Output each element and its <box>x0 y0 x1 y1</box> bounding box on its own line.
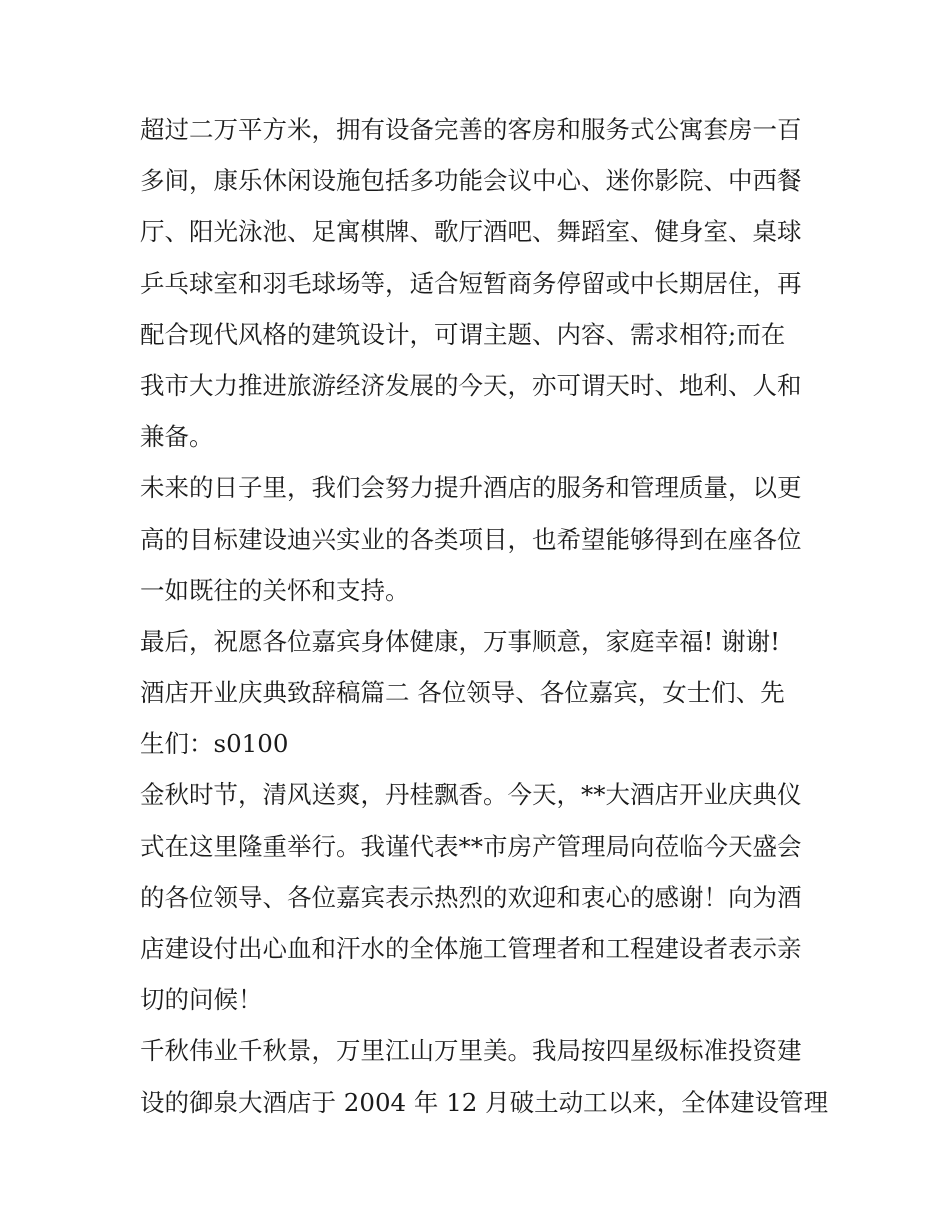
text-line: 店建设付出心血和汗水的全体施工管理者和工程建设者表示亲 <box>140 934 802 963</box>
text-line: 厅、阳光泳池、足寓棋牌、歌厅酒吧、舞蹈室、健身室、桌球 <box>140 217 802 247</box>
text-line: 金秋时节，清风送爽，丹桂飘香。今天，**大酒店开业庆典仪 <box>140 780 802 810</box>
section-heading-line: 酒店开业庆典致辞稿篇二 各位领导、各位嘉宾，女士们、先 <box>140 678 785 708</box>
body-text <box>140 104 830 1128</box>
text-line: 未来的日子里，我们会努力提升酒店的服务和管理质量，以更 <box>140 473 802 503</box>
text-line: 高的目标建设迪兴实业的各类项目，也希望能够得到在座各位 <box>140 524 802 554</box>
text-line: 超过二万平方米，拥有设备完善的客房和服务式公寓套房一百 <box>140 115 802 144</box>
text-line: 一如既往的关怀和支持。 <box>140 575 410 605</box>
text-line: 的各位领导、各位嘉宾表示热烈的欢迎和衷心的感谢！向为酒 <box>140 882 802 912</box>
text-line: 切的问候！ <box>140 985 263 1015</box>
text-line: 千秋伟业千秋景，万里江山万里美。我局按四星级标准投资建 <box>140 1036 802 1066</box>
salutation-line: 生们：s0100 <box>140 729 289 759</box>
text-line: 最后，祝愿各位嘉宾身体健康，万事顺意，家庭幸福! 谢谢! <box>140 626 780 656</box>
text-line: 设的御泉大酒店于 2004 年 12 月破土动工以来，全体建设管理 <box>140 1087 829 1117</box>
text-line: 配合现代风格的建筑设计，可谓主题、内容、需求相符;而在 <box>140 319 786 349</box>
text-line: 兼备。 <box>140 422 214 452</box>
text-line: 多间，康乐休闲设施包括多功能会议中心、迷你影院、中西餐 <box>140 166 802 196</box>
text-line: 我市大力推进旅游经济发展的今天，亦可谓天时、地利、人和 <box>140 370 802 400</box>
text-line: 式在这里隆重举行。我谨代表**市房产管理局向莅临今天盛会 <box>140 831 802 861</box>
text-line: 乒乓球室和羽毛球场等，适合短暂商务停留或中长期居住，再 <box>140 268 802 298</box>
